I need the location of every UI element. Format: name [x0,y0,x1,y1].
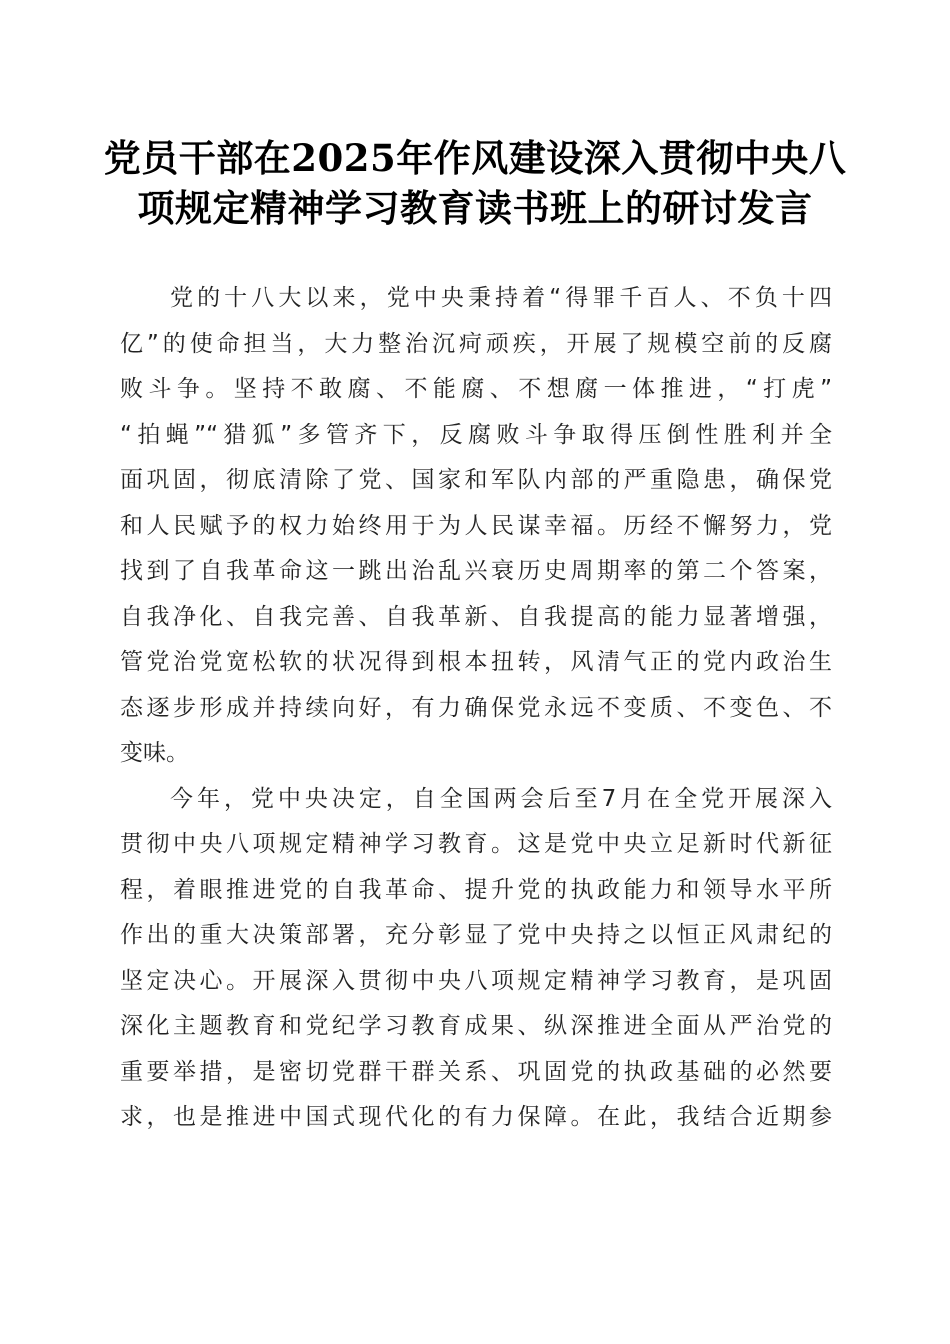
paragraph-line: 找到了自我革命这一跳出治乱兴衰历史周期率的第二个答案， [120,558,832,584]
paragraph-line: 和人民赋予的权力始终用于为人民谋幸福。历经不懈努力，党 [120,512,832,539]
paragraph-line: 程，着眼推进党的自我革命、提升党的执政能力和领导水平所 [120,876,832,903]
document-title [100,133,850,233]
paragraph-line: 变味。 [120,740,189,766]
paragraph-line: 重要举措，是密切党群干群关系、巩固党的执政基础的必然要 [120,1058,832,1085]
paragraph-line: 面巩固，彻底清除了党、国家和军队内部的严重隐患，确保党 [120,467,832,493]
paragraph-line: 深化主题教育和党纪学习教育成果、纵深推进全面从严治党的 [120,1013,832,1039]
paragraph-line: “拍蝇”“猎狐”多管齐下，反腐败斗争取得压倒性胜利并全 [120,421,832,448]
title-line-2: 项规定精神学习教育读书班上的研讨发言 [137,186,813,230]
paragraph-line: 求，也是推进中国式现代化的有力保障。在此，我结合近期参 [120,1104,832,1130]
title-line-1: 党员干部在2025年作风建设深入贯彻中央八 [103,136,847,180]
paragraph-line: 贯彻中央八项规定精神学习教育。这是党中央立足新时代新征 [120,831,832,857]
paragraph-1 [120,276,832,777]
paragraph-2 [120,777,832,1141]
paragraph-line: 败斗争。坚持不敢腐、不能腐、不想腐一体推进，“打虎” [120,376,832,402]
paragraph-line: 今年，党中央决定，自全国两会后至7月在全党开展深入 [170,785,832,812]
document-body [120,276,832,1141]
paragraph-line: 党的十八大以来，党中央秉持着“得罪千百人、不负十四 [170,285,832,311]
paragraph-line: 作出的重大决策部署，充分彰显了党中央持之以恒正风肃纪的 [120,922,832,948]
paragraph-line: 坚定决心。开展深入贯彻中央八项规定精神学习教育，是巩固 [120,967,832,994]
paragraph-line: 自我净化、自我完善、自我革新、自我提高的能力显著增强， [120,603,832,630]
paragraph-line: 亿”的使命担当，大力整治沉疴顽疾，开展了规模空前的反腐 [120,330,832,357]
paragraph-line: 管党治党宽松软的状况得到根本扭转，风清气正的党内政治生 [120,649,832,675]
paragraph-line: 态逐步形成并持续向好，有力确保党永远不变质、不变色、不 [120,694,832,721]
